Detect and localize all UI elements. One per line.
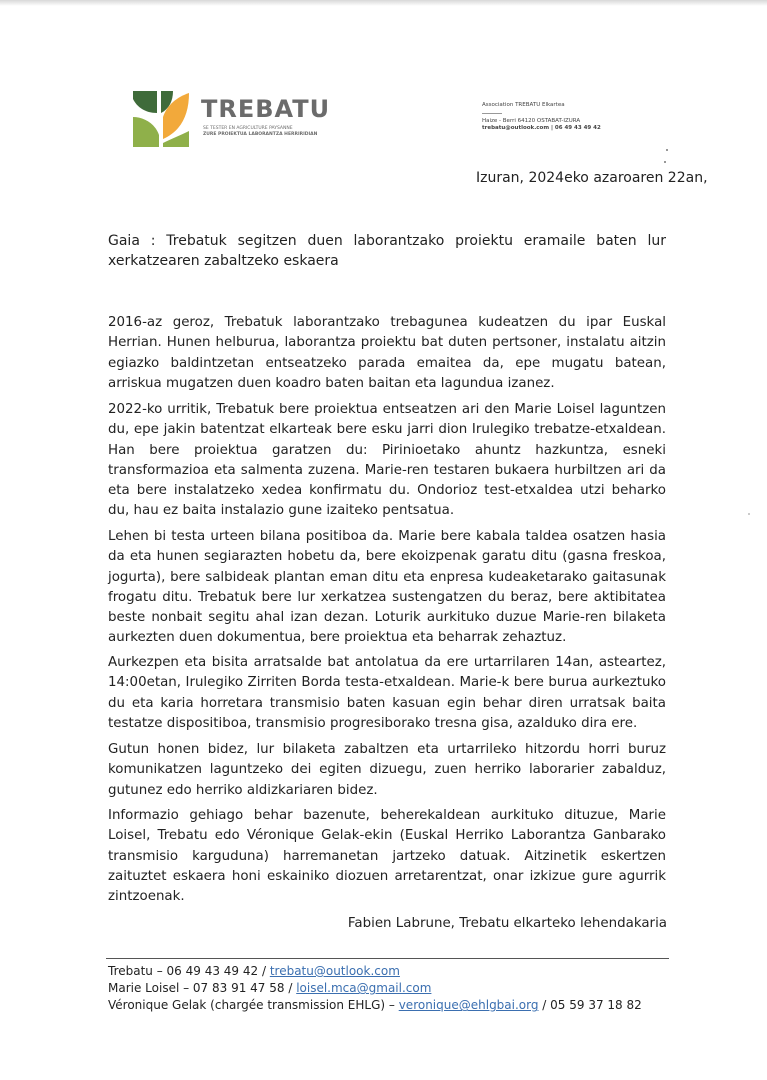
paragraph-6: Informazio gehiago behar bazenute, beherekaldean aurkituko dituzue, Marie Loisel, Trebatu edo Véronique Gelak-ekin (Euskal Herriko Laborantza Ganbarako transmisio karguduna) harremanetan jartzeko datuak. Aitzinetik eskertzen zaituztet eskaera honi eskainiko diozuen arretarentzat, onar izkizue gure agurrik zintzoenak.: [108, 808, 666, 905]
veronique-email-link[interactable]: veronique@ehlgbai.org: [398, 998, 539, 1013]
paragraph-4: Aurkezpen eta bisita arratsalde bat antolatua da ere urtarrilaren 14an, asteartez, 14:00etan, Irulegiko Zirriten Borda testa-etxaldean. Marie-k bere burua aurkeztuko du eta karia horretara transmisio baten kasuan egin behar diren urratsak baita testatze dispositiboa, transmisio progresiborako tresna gisa, azalduko dira ere.: [108, 655, 666, 731]
leaf-logo-icon: [133, 91, 189, 147]
trebatu-email-link[interactable]: trebatu@outlook.com: [269, 964, 400, 978]
paragraph-2: 2022-ko urritik, Trebatuk bere proiektua entseatzen ari den Marie Loisel laguntzen du, epe jakin batentzat elkarteak bere esku jarri dion Irulegiko trebatze-etxaldean. Han bere proiektua garatzen du: Pirinioetako ahuntz hazkuntza, esneki transformazioa eta salmenta zuzena. Marie-ren testaren bukaera hurbiltzen ari da eta bere instalatzeko xedea konfirmatu du. Ondorioz test-etxaldea utzi beharko du, hau ez baita instalazio gune izaiteko pentsatua.: [108, 402, 666, 519]
footer-line-trebatu: [108, 963, 642, 980]
paragraph-3: Lehen bi testa urteen bilana positiboa da. Marie bere kabala taldea osatzen hasia da eta hunen segiarazten hobetu da, bere ekoizpenak garatu ditu (gasna freskoa, jogurta), bere salbideak plantan eman ditu eta enpresa kudeaketarako gaitasunak frogatu ditu. Trebatuk bere lur xerkatzea sustengatzen du beraz, bere aktibitatea beste nonbait segitu ahal izan dezan. Loturik aurkituko duzue Marie-ren bilaketa aurkezten duen dokumentua, bere proiektua eta beharrak zehaztuz.: [108, 529, 666, 646]
logo-tagline: SE TESTER EN AGRICULTURE PAYSANNE: [203, 126, 293, 131]
footer-marie-phone: Marie Loisel – 07 83 91 47 58 /: [108, 981, 297, 996]
footer-line-marie: [108, 980, 642, 997]
footer-contacts: [108, 963, 642, 1015]
footer-veronique-name: Véronique Gelak (chargée transmission EHLG) –: [108, 998, 399, 1013]
paragraph-1: 2016-az geroz, Trebatuk laborantzako trebagunea kudeatzen du ipar Euskal Herrian. Hunen helburua, laborantza proiektu bat duten pertsoner, instalatu aitzin egiazko baldintzetan entseatzeko parada emaitea da, epe mugatu batean, arriskua mugatzen duen koadro baten baitan eta lagundua izanez.: [108, 315, 666, 391]
trebatu-logo: [133, 91, 333, 147]
letterhead-contact: trebatu@outlook.com | 06 49 43 49 42: [482, 125, 601, 131]
letterhead-org: Association TREBATU Elkartea: [482, 102, 565, 108]
scan-speck: [666, 149, 668, 151]
scan-edge: [0, 0, 767, 6]
paragraph-5: Gutun honen bidez, lur bilaketa zabaltzen eta urtarrileko hitzordu horri buruz komunikatzen laguntzeko dei egiten dizuegu, zuen herriko laborarier zabalduz, gutunez edo herriko aldizkariaren bidez.: [108, 742, 666, 798]
letterhead-divider: [482, 113, 502, 114]
logo-tagline-basque: ZURE PROIEKTUA LABORANTZA HERRIRIDIAN: [203, 132, 318, 137]
footer-divider: [106, 958, 669, 959]
letter-date: Izuran, 2024eko azaroaren 22an,: [476, 170, 708, 186]
logo-wordmark: TREBATU: [201, 95, 331, 123]
marie-email-link[interactable]: loisel.mca@gmail.com: [296, 981, 432, 996]
scan-speck: [664, 161, 666, 163]
letter-subject: Gaia : Trebatuk segitzen duen laborantzako proiektu eramaile baten lur xerkatzearen zabaltzeko eskaera: [108, 233, 666, 269]
letterhead-street: Haize - Berri 64120 OSTABAT-IZURA: [482, 117, 581, 124]
footer-trebatu-phone: Trebatu – 06 49 43 49 42 /: [108, 964, 270, 978]
signature: Fabien Labrune, Trebatu elkarteko lehendakaria: [347, 916, 667, 931]
scan-speck: [748, 513, 750, 515]
footer-line-veronique: [108, 997, 642, 1014]
letterhead-address: [482, 102, 601, 133]
footer-veronique-phone: / 05 59 37 18 82: [538, 998, 642, 1013]
